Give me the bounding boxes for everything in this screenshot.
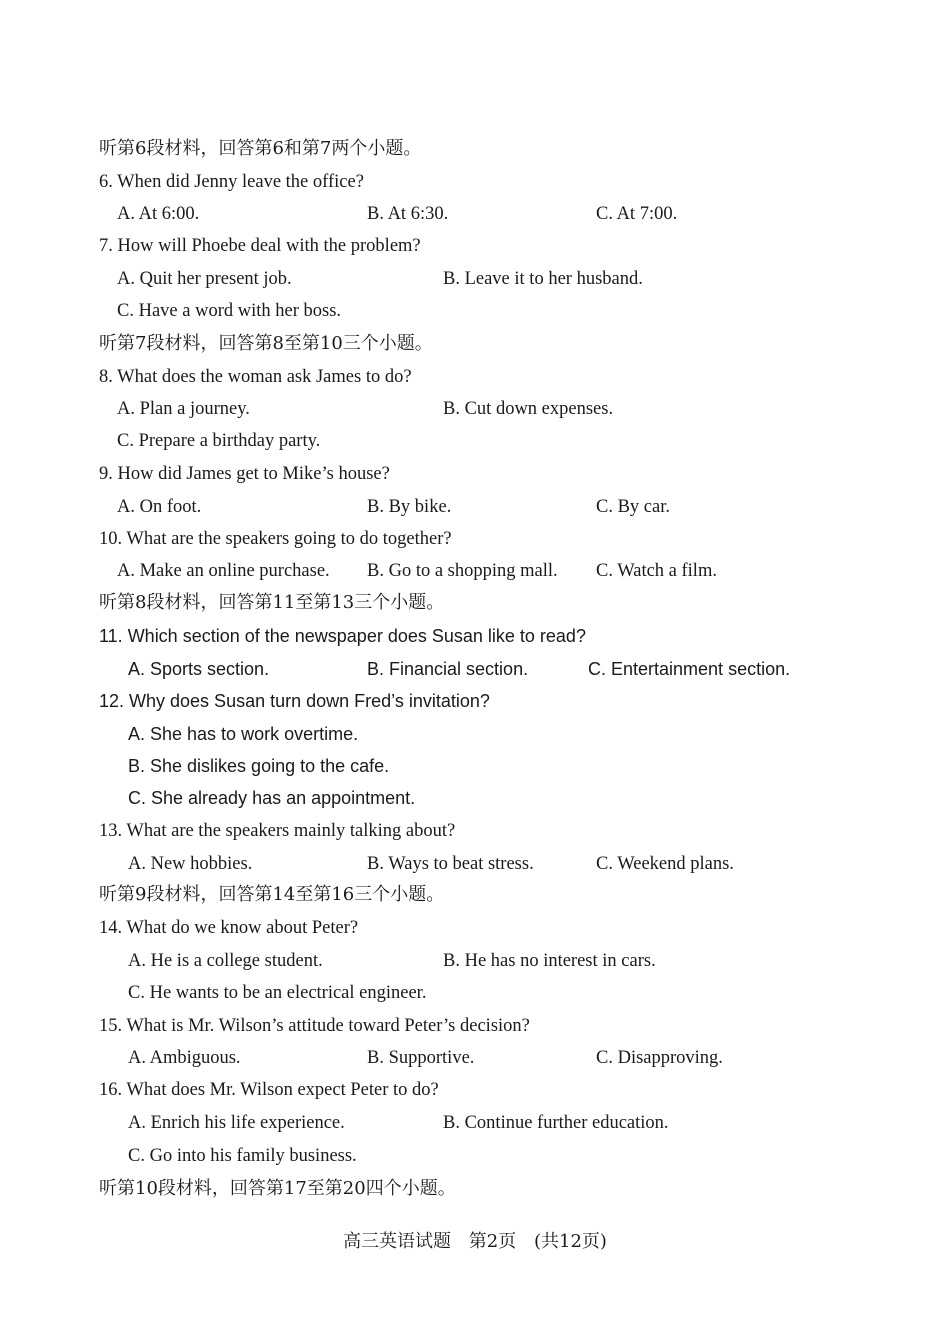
option-10-c: C. Watch a film. <box>596 561 717 581</box>
option-15-a: A. Ambiguous. <box>128 1048 241 1068</box>
section-heading: 听第10段材料，回答第17至第20四个小题。 <box>99 1178 456 1199</box>
question-8: 8. What does the woman ask James to do? <box>99 367 412 387</box>
option-9-c: C. By car. <box>596 497 670 517</box>
option-12-b: B. She dislikes going to the cafe. <box>128 756 390 776</box>
option-6-b: B. At 6:30. <box>367 204 449 224</box>
option-7-c: C. Have a word with her boss. <box>117 301 342 321</box>
question-15: 15. What is Mr. Wilson’s attitude toward Peter’s decision? <box>99 1016 530 1036</box>
question-11: 11. Which section of the newspaper does Susan like to read? <box>99 626 586 646</box>
option-10-a: A. Make an online purchase. <box>117 561 330 581</box>
option-13-b: B. Ways to beat stress. <box>367 854 534 874</box>
footer-total-pages: (共12页) <box>533 1231 607 1252</box>
footer-page-number: 第2页 <box>468 1231 517 1252</box>
option-16-b: B. Continue further education. <box>443 1113 669 1133</box>
option-14-a: A. He is a college student. <box>128 951 323 971</box>
option-8-c: C. Prepare a birthday party. <box>117 431 321 451</box>
question-14: 14. What do we know about Peter? <box>99 918 359 938</box>
option-9-b: B. By bike. <box>367 497 452 517</box>
question-16: 16. What does Mr. Wilson expect Peter to do? <box>99 1080 439 1100</box>
question-10: 10. What are the speakers going to do together? <box>99 529 452 549</box>
option-11-a: A. Sports section. <box>128 659 270 679</box>
option-14-b: B. He has no interest in cars. <box>443 951 656 971</box>
option-12-c: C. She already has an appointment. <box>128 788 416 808</box>
option-7-a: A. Quit her present job. <box>117 269 292 289</box>
option-14-c: C. He wants to be an electrical engineer. <box>128 983 427 1003</box>
option-13-a: A. New hobbies. <box>128 854 253 874</box>
question-7: 7. How will Phoebe deal with the problem? <box>99 236 421 256</box>
option-16-c: C. Go into his family business. <box>128 1146 357 1166</box>
option-6-a: A. At 6:00. <box>117 204 200 224</box>
section-heading: 听第8段材料，回答第11至第13三个小题。 <box>99 592 445 613</box>
question-6: 6. When did Jenny leave the office? <box>99 172 364 192</box>
option-10-b: B. Go to a shopping mall. <box>367 561 558 581</box>
option-8-b: B. Cut down expenses. <box>443 399 614 419</box>
option-12-a: A. She has to work overtime. <box>128 724 359 744</box>
option-15-b: B. Supportive. <box>367 1048 475 1068</box>
question-12: 12. Why does Susan turn down Fred’s invitation? <box>99 691 490 711</box>
section-heading: 听第9段材料，回答第14至第16三个小题。 <box>99 884 445 905</box>
option-13-c: C. Weekend plans. <box>596 854 734 874</box>
option-8-a: A. Plan a journey. <box>117 399 250 419</box>
question-13: 13. What are the speakers mainly talking about? <box>99 821 456 841</box>
question-9: 9. How did James get to Mike’s house? <box>99 464 390 484</box>
option-9-a: A. On foot. <box>117 497 202 517</box>
option-11-b: B. Financial section. <box>367 659 529 679</box>
option-15-c: C. Disapproving. <box>596 1048 723 1068</box>
option-6-c: C. At 7:00. <box>596 204 678 224</box>
section-heading: 听第7段材料，回答第8至第10三个小题。 <box>99 333 433 354</box>
option-16-a: A. Enrich his life experience. <box>128 1113 345 1133</box>
option-7-b: B. Leave it to her husband. <box>443 269 643 289</box>
page-footer <box>0 1227 950 1253</box>
option-11-c: C. Entertainment section. <box>588 659 791 679</box>
section-heading: 听第6段材料，回答第6和第7两个小题。 <box>99 138 422 159</box>
footer-title: 高三英语试题 <box>343 1231 452 1252</box>
